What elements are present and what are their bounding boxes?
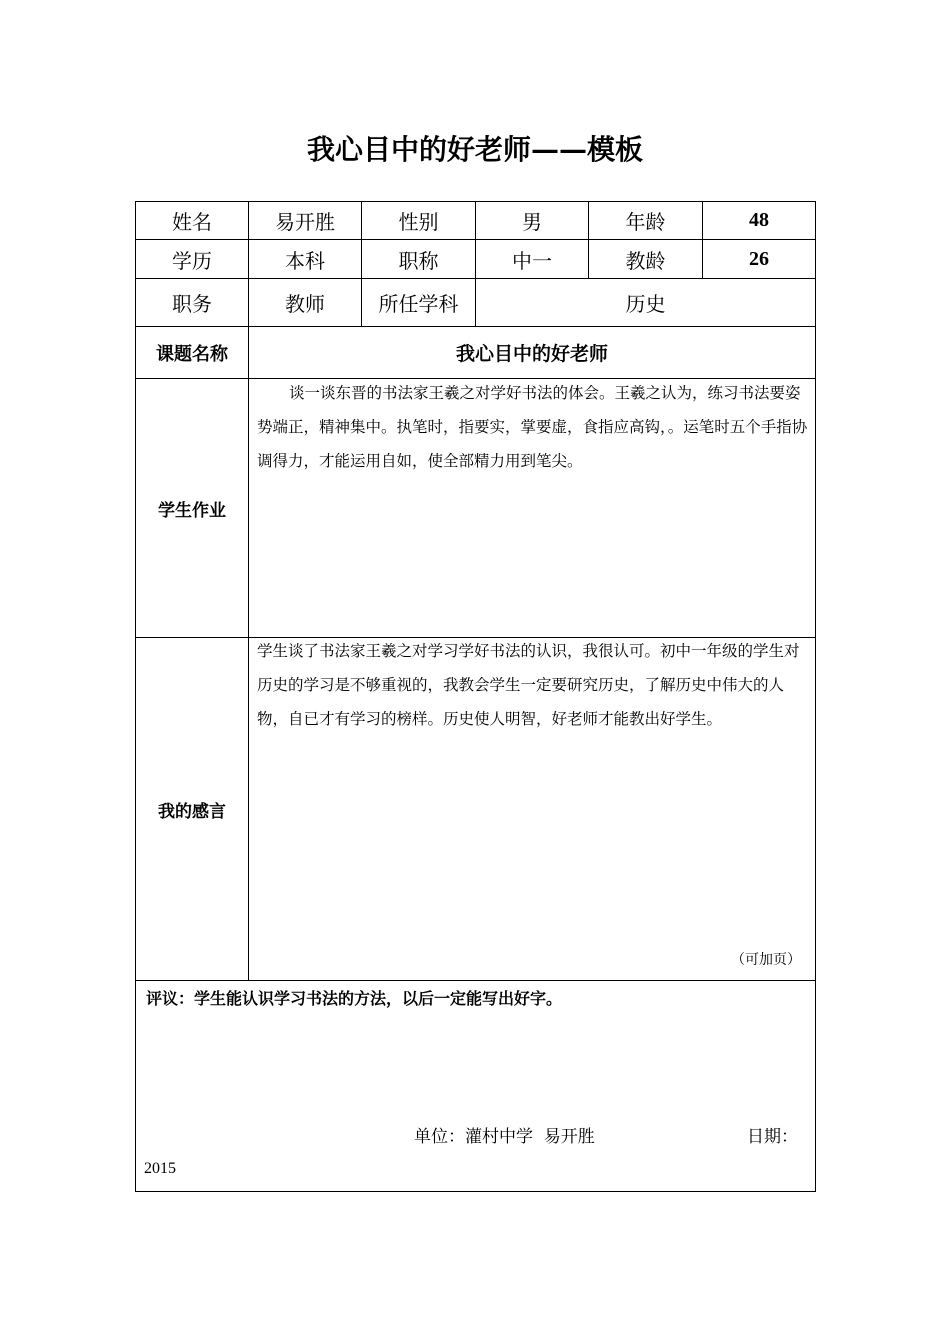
feeling-label: 我的感言: [135, 637, 249, 981]
teaching-years-value: 26: [702, 239, 816, 279]
education-value: 本科: [248, 239, 362, 279]
unit-signature: 单位：灌村中学 易开胜: [414, 1127, 595, 1147]
homework-cell: [248, 378, 816, 638]
subject-label: 所任学科: [361, 278, 476, 327]
homework-label: 学生作业: [135, 378, 249, 638]
comment-cell: [135, 980, 816, 1192]
comment-text: 评议：学生能认识学习书法的方法，以后一定能写出好字。: [146, 989, 563, 1008]
gender-value: 男: [475, 201, 589, 240]
feeling-text: 学生谈了书法家王羲之对学习学好书法的认识，我很认可。初中一年级的学生对历史的学习是不够重视的，我教会学生一定要研究历史，了解历史中伟大的人物，自已才有学习的榜样。历史使人明智，好老师才能教出好学生。: [257, 642, 800, 728]
post-label: 职务: [135, 278, 249, 327]
date-label: 日期：: [747, 1127, 798, 1147]
name-value: 易开胜: [248, 201, 362, 240]
education-label: 学历: [135, 239, 249, 279]
age-value: 48: [702, 201, 816, 240]
rank-value: 中一: [475, 239, 589, 279]
teaching-years-label: 教龄: [588, 239, 703, 279]
add-page-note: （可加页）: [731, 952, 801, 968]
subject-value: 历史: [475, 278, 816, 327]
gender-label: 性别: [361, 201, 476, 240]
rank-label: 职称: [361, 239, 476, 279]
date-value: 2015: [144, 1160, 176, 1177]
homework-text: 谈一谈东晋的书法家王羲之对学好书法的体会。王羲之认为，练习书法要姿势端正，精神集中。执笔时，指要实，掌要虚，食指应高钩，。运笔时五个手指协调得力，才能运用自如，使全部精力用到笔尖。: [257, 384, 808, 470]
age-label: 年龄: [588, 201, 703, 240]
topic-value: 我心目中的好老师: [248, 326, 816, 379]
topic-label: 课题名称: [135, 326, 249, 379]
feeling-cell: [248, 637, 816, 981]
name-label: 姓名: [135, 201, 249, 240]
page-title: 我心目中的好老师——模板: [306, 133, 643, 166]
post-value: 教师: [248, 278, 362, 327]
